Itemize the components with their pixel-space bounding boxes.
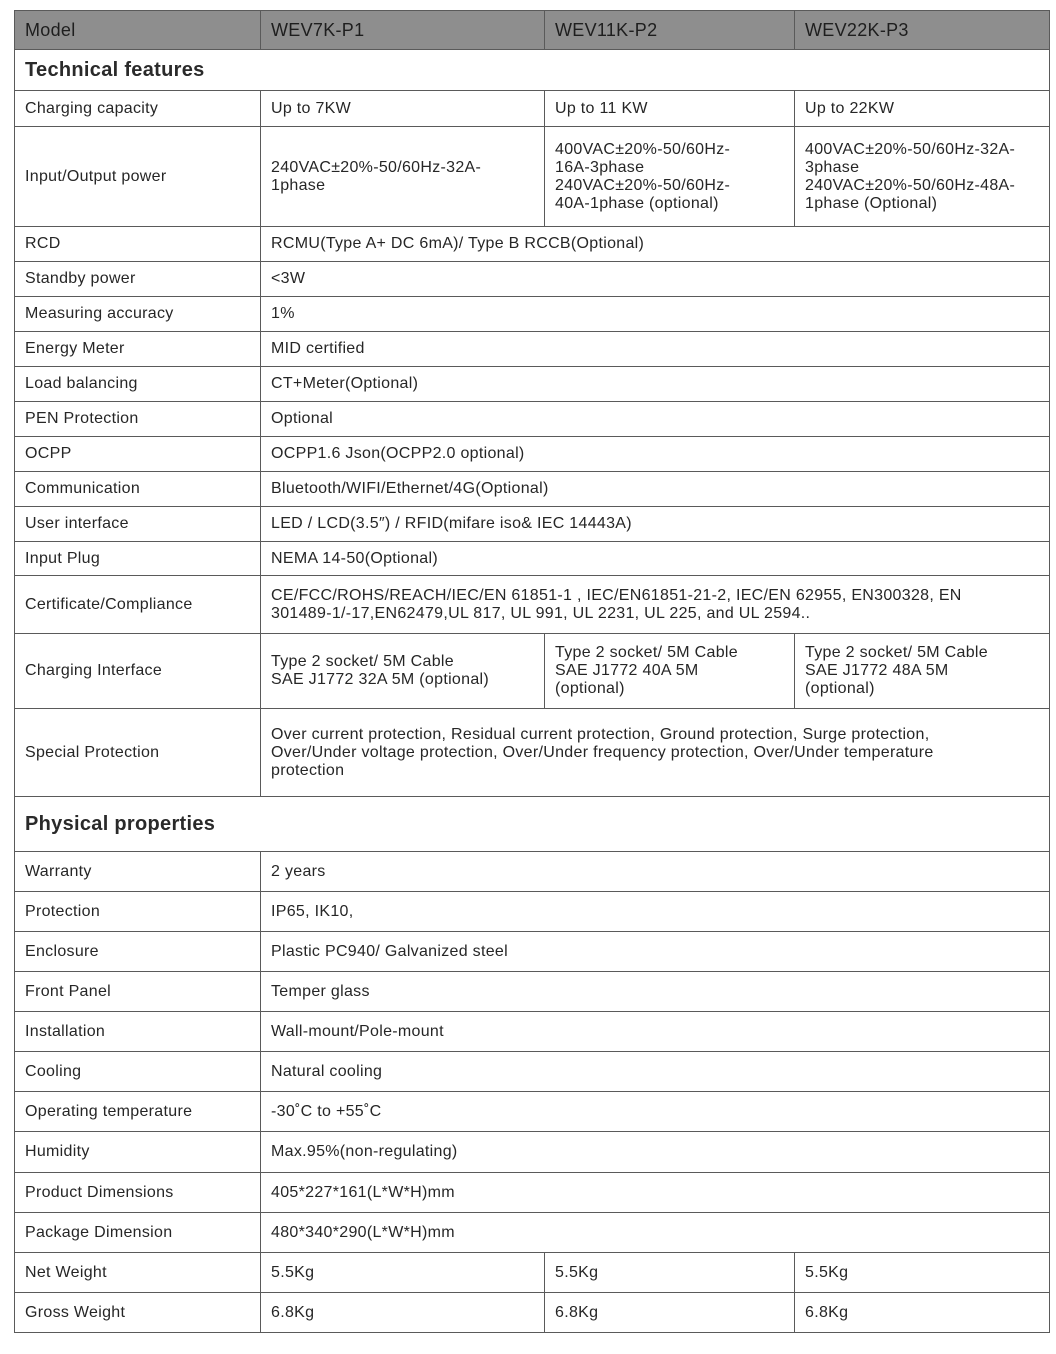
cell-value: Type 2 socket/ 5M Cable SAE J1772 32A 5M (optional) — [261, 634, 545, 709]
section-title: Technical features — [15, 50, 1050, 91]
row-certificate — [15, 576, 1050, 634]
row-label: Warranty — [15, 852, 261, 892]
row-label: Charging capacity — [15, 91, 261, 127]
cell-value: 6.8Kg — [795, 1293, 1050, 1333]
model-2: WEV11K-P2 — [545, 11, 795, 50]
row-label: Front Panel — [15, 972, 261, 1012]
row-label: Input/Output power — [15, 127, 261, 227]
row-gross-weight — [15, 1293, 1050, 1333]
cell-value: OCPP1.6 Json(OCPP2.0 optional) — [261, 437, 1050, 472]
row-label: Special Protection — [15, 709, 261, 797]
cell-value: 400VAC±20%-50/60Hz-32A- 3phase 240VAC±20%-50/60Hz-48A- 1phase (Optional) — [795, 127, 1050, 227]
row-installation — [15, 1012, 1050, 1052]
cell-value: LED / LCD(3.5″) / RFID(mifare iso& IEC 14443A) — [261, 507, 1050, 542]
model-1: WEV7K-P1 — [261, 11, 545, 50]
cell-value: MID certified — [261, 332, 1050, 367]
cell-value: RCMU(Type A+ DC 6mA)/ Type B RCCB(Optional) — [261, 227, 1050, 262]
cell-value: CE/FCC/ROHS/REACH/IEC/EN 61851-1 , IEC/EN61851-21-2, IEC/EN 62955, EN300328, EN 301489-1/-17,EN62479,UL 817, UL 991, UL 2231, UL 225, and UL 2594.. — [261, 576, 1050, 634]
row-label: OCPP — [15, 437, 261, 472]
row-enclosure — [15, 932, 1050, 972]
cell-value: 2 years — [261, 852, 1050, 892]
row-label: Enclosure — [15, 932, 261, 972]
row-input-output-power — [15, 127, 1050, 227]
row-energy-meter — [15, 332, 1050, 367]
row-label: Standby power — [15, 262, 261, 297]
row-label: RCD — [15, 227, 261, 262]
cell-value: Type 2 socket/ 5M Cable SAE J1772 48A 5M (optional) — [795, 634, 1050, 709]
row-package-dimension — [15, 1213, 1050, 1253]
row-protection — [15, 892, 1050, 932]
cell-value: <3W — [261, 262, 1050, 297]
row-label: Input Plug — [15, 542, 261, 576]
row-product-dimensions — [15, 1173, 1050, 1213]
cell-value: 6.8Kg — [545, 1293, 795, 1333]
cell-value: 480*340*290(L*W*H)mm — [261, 1213, 1050, 1253]
cell-value: 1% — [261, 297, 1050, 332]
row-label: Product Dimensions — [15, 1173, 261, 1213]
row-net-weight — [15, 1253, 1050, 1293]
header-row — [15, 11, 1050, 50]
row-label: Installation — [15, 1012, 261, 1052]
row-label: User interface — [15, 507, 261, 542]
cell-value: 5.5Kg — [795, 1253, 1050, 1293]
row-measuring-accuracy — [15, 297, 1050, 332]
cell-value: 400VAC±20%-50/60Hz- 16A-3phase 240VAC±20%-50/60Hz- 40A-1phase (optional) — [545, 127, 795, 227]
row-charging-interface — [15, 634, 1050, 709]
cell-value: Up to 22KW — [795, 91, 1050, 127]
row-charging-capacity — [15, 91, 1050, 127]
row-pen-protection — [15, 402, 1050, 437]
row-rcd — [15, 227, 1050, 262]
cell-value: 240VAC±20%-50/60Hz-32A- 1phase — [261, 127, 545, 227]
cell-value: -30˚C to +55˚C — [261, 1092, 1050, 1132]
row-label: Humidity — [15, 1132, 261, 1173]
row-label: Operating temperature — [15, 1092, 261, 1132]
row-label: Package Dimension — [15, 1213, 261, 1253]
row-standby-power — [15, 262, 1050, 297]
cell-value: Max.95%(non-regulating) — [261, 1132, 1050, 1173]
row-ocpp — [15, 437, 1050, 472]
row-humidity — [15, 1132, 1050, 1173]
cell-value: Type 2 socket/ 5M Cable SAE J1772 40A 5M (optional) — [545, 634, 795, 709]
cell-value: Up to 7KW — [261, 91, 545, 127]
cell-value: 6.8Kg — [261, 1293, 545, 1333]
cell-value: Over current protection, Residual current protection, Ground protection, Surge protection, Over/Under voltage protection, Over/Under frequency protection, Over/Under temperature protection — [261, 709, 1050, 797]
spec-sheet — [14, 10, 1049, 1333]
cell-value: Optional — [261, 402, 1050, 437]
cell-value: Up to 11 KW — [545, 91, 795, 127]
section-title: Physical properties — [15, 797, 1050, 852]
row-input-plug — [15, 542, 1050, 576]
cell-value: 405*227*161(L*W*H)mm — [261, 1173, 1050, 1213]
cell-value: Plastic PC940/ Galvanized steel — [261, 932, 1050, 972]
row-special-protection — [15, 709, 1050, 797]
model-label: Model — [15, 11, 261, 50]
row-label: Energy Meter — [15, 332, 261, 367]
row-label: Charging Interface — [15, 634, 261, 709]
row-label: Protection — [15, 892, 261, 932]
cell-value: 5.5Kg — [261, 1253, 545, 1293]
row-front-panel — [15, 972, 1050, 1012]
row-cooling — [15, 1052, 1050, 1092]
cell-value: CT+Meter(Optional) — [261, 367, 1050, 402]
cell-value: Bluetooth/WIFI/Ethernet/4G(Optional) — [261, 472, 1050, 507]
section-physical — [15, 797, 1050, 852]
model-3: WEV22K-P3 — [795, 11, 1050, 50]
cell-value: Wall-mount/Pole-mount — [261, 1012, 1050, 1052]
row-label: Certificate/Compliance — [15, 576, 261, 634]
section-technical — [15, 50, 1050, 91]
row-label: Communication — [15, 472, 261, 507]
row-operating-temperature — [15, 1092, 1050, 1132]
cell-value: IP65, IK10, — [261, 892, 1050, 932]
row-warranty — [15, 852, 1050, 892]
cell-value: Temper glass — [261, 972, 1050, 1012]
spec-table — [14, 10, 1050, 1333]
row-communication — [15, 472, 1050, 507]
row-label: Gross Weight — [15, 1293, 261, 1333]
row-user-interface — [15, 507, 1050, 542]
cell-value: NEMA 14-50(Optional) — [261, 542, 1050, 576]
cell-value: Natural cooling — [261, 1052, 1050, 1092]
row-load-balancing — [15, 367, 1050, 402]
cell-value: 5.5Kg — [545, 1253, 795, 1293]
row-label: Measuring accuracy — [15, 297, 261, 332]
row-label: PEN Protection — [15, 402, 261, 437]
row-label: Net Weight — [15, 1253, 261, 1293]
row-label: Load balancing — [15, 367, 261, 402]
row-label: Cooling — [15, 1052, 261, 1092]
